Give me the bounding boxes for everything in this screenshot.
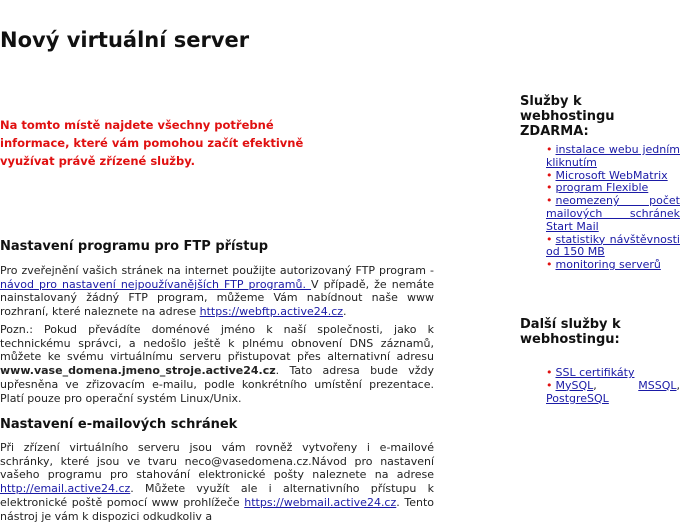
more-services-list bbox=[546, 367, 680, 405]
service-link-webmatrix[interactable]: Microsoft WebMatrix bbox=[556, 169, 668, 182]
mail-paragraph bbox=[0, 441, 434, 523]
ftp-text-2: V případě, že nemáte nainstalovaný žádný FTP program, můžeme Vám nabídnout naše www rozhraní, které naleznete na adrese bbox=[0, 278, 434, 318]
bullet-icon: • bbox=[546, 366, 553, 379]
bullet-icon: • bbox=[546, 143, 553, 156]
bullet-icon: • bbox=[546, 169, 553, 182]
separator: , bbox=[593, 379, 638, 392]
service-link-statistics[interactable]: statistiky návštěvnosti od 150 MB bbox=[546, 233, 680, 259]
webmail-link[interactable]: https://webmail.active24.cz bbox=[244, 496, 396, 509]
more-services-heading: Další služby k webhostingu: bbox=[520, 317, 680, 347]
bullet-icon: • bbox=[546, 233, 553, 246]
ftp-text-3: . bbox=[343, 305, 347, 318]
mysql-link[interactable]: MySQL bbox=[556, 379, 594, 392]
ftp-section-heading: Nastavení programu pro FTP přístup bbox=[0, 238, 268, 256]
ftp-guide-link[interactable]: návod pro nastavení nejpoužívanějších FTP programů. bbox=[0, 278, 311, 291]
service-link-monitoring[interactable]: monitoring serverů bbox=[556, 258, 661, 271]
bullet-icon: • bbox=[546, 194, 553, 207]
mail-text-2: . Můžete využít ale i alternativního přístupu k elektronické poště pomocí www prohlížeče bbox=[0, 482, 434, 509]
mail-text-3: . Tento nástroj je vám k dispozici odkudkoliv a bbox=[0, 496, 434, 523]
list-item bbox=[546, 195, 680, 233]
mail-text-1: Při zřízení virtuálního serveru jsou vám rovněž vytvořeny i e-mailové schránky, které jsou ve tvaru neco@vasedomena.cz.Návod pro nastavení vašeho programu pro stahování elektronické pošty naleznete na adrese bbox=[0, 441, 434, 481]
list-item bbox=[546, 144, 680, 170]
mssql-link[interactable]: MSSQL bbox=[638, 379, 676, 392]
bullet-icon: • bbox=[546, 258, 553, 271]
page-title: Nový virtuální server bbox=[0, 28, 249, 52]
service-link-one-click-install[interactable]: instalace webu jedním kliknutím bbox=[546, 143, 680, 169]
free-services-list bbox=[546, 144, 680, 272]
service-link-flexible[interactable]: program Flexible bbox=[556, 181, 649, 194]
postgresql-link[interactable]: PostgreSQL bbox=[546, 392, 609, 405]
list-item bbox=[546, 380, 680, 406]
ftp-note-paragraph bbox=[0, 323, 434, 405]
bullet-icon: • bbox=[546, 379, 553, 392]
bullet-icon: • bbox=[546, 181, 553, 194]
intro-text: Na tomto místě najdete všechny potřebné informace, které vám pomohou začít efektivně využívat právě zřízené služby. bbox=[0, 116, 345, 170]
service-link-start-mail[interactable]: neomezený počet mailových schránek Start Mail bbox=[546, 194, 680, 233]
ftp-text-1: Pro zveřejnění vašich stránek na internet použijte autorizovaný FTP program - bbox=[0, 264, 434, 277]
free-services-heading: Služby k webhostingu ZDARMA: bbox=[520, 94, 680, 139]
ftp-note-text-1: Pozn.: Pokud převádíte doménové jméno k naší společnosti, jako k technickému správci, a nedošlo ještě k plnému obnovení DNS záznamů, můžete ke svému virtuálnímu serveru přistupovat přes alternativní adresu bbox=[0, 323, 434, 363]
email-guide-link[interactable]: http://email.active24.cz bbox=[0, 482, 130, 495]
ssl-link[interactable]: SSL certifikáty bbox=[556, 366, 635, 379]
list-item bbox=[546, 259, 680, 272]
webftp-link[interactable]: https://webftp.active24.cz bbox=[200, 305, 343, 318]
alt-address: www.vase_domena.jmeno_stroje.active24.cz bbox=[0, 364, 276, 377]
list-item bbox=[546, 234, 680, 260]
separator: , bbox=[677, 379, 680, 392]
ftp-note-text-2: . Tato adresa bude vždy upřesněna ve zřizovacím e-mailu, podle konkrétního umístění prezentace. Platí pouze pro operační systém Linux/Unix. bbox=[0, 364, 434, 404]
ftp-paragraph bbox=[0, 264, 434, 319]
mail-section-heading: Nastavení e-mailových schránek bbox=[0, 416, 237, 434]
